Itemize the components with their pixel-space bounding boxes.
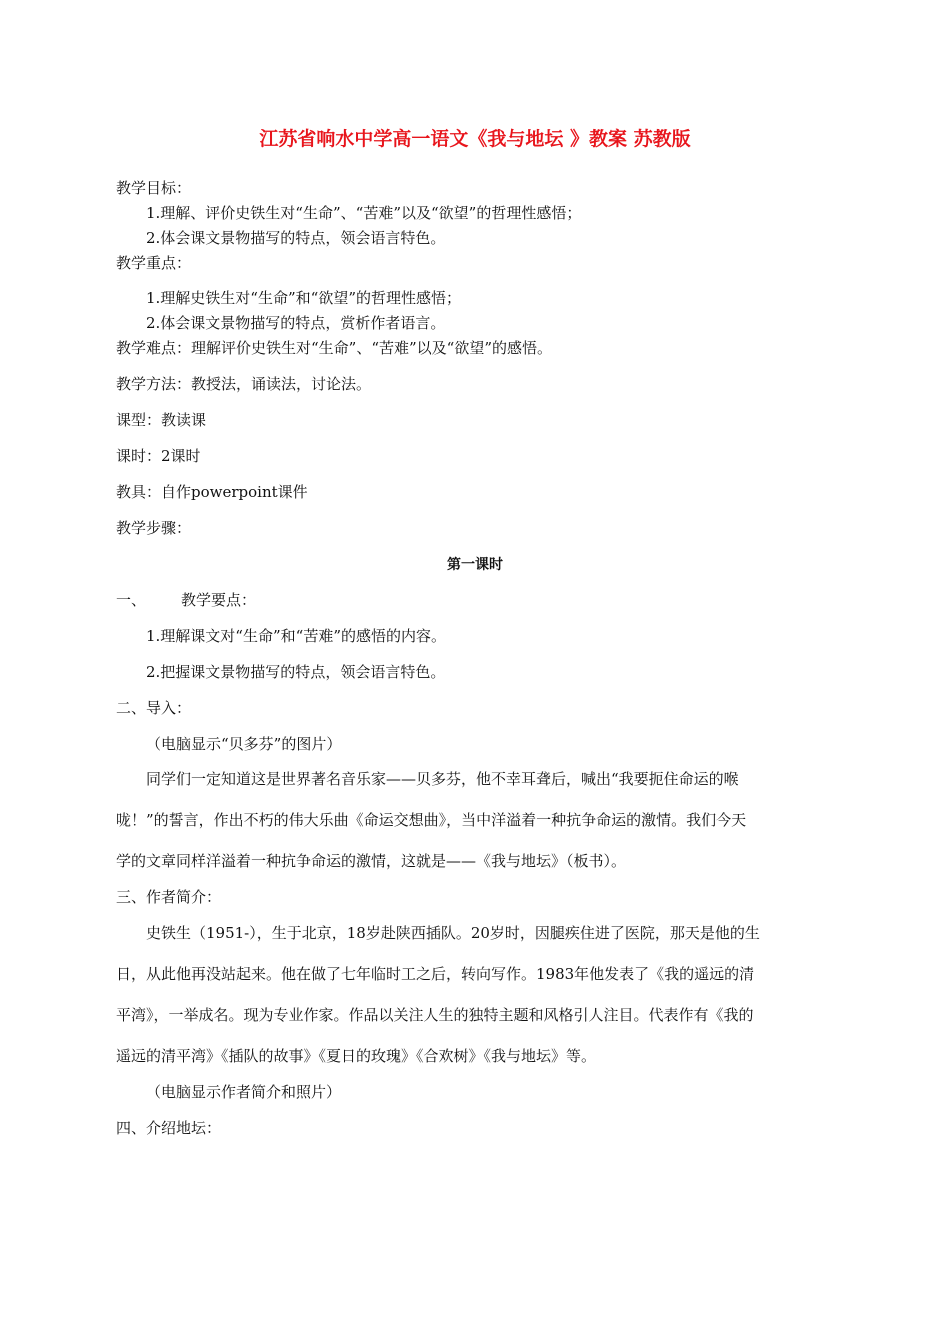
part3-paragraph-line: 日，从此他再没站起来。他在做了七年临时工之后，转向写作。1983年他发表了《我的遥远的清 xyxy=(116,965,755,983)
part1-item: 2.把握课文景物描写的特点，领会语言特色。 xyxy=(146,663,446,681)
objective-item: 1.理解、评价史铁生对“生命”、“苦难”以及“欲望”的哲理性感悟； xyxy=(146,204,582,222)
hours-line: 课时：2课时 xyxy=(116,447,201,465)
methods-line: 教学方法：教授法，诵读法，讨论法。 xyxy=(116,375,372,393)
difficulty-line: 教学难点：理解评价史铁生对“生命”、“苦难”以及“欲望”的感悟。 xyxy=(116,339,553,357)
part4-heading: 四、介绍地坛： xyxy=(116,1119,222,1137)
objectives-label: 教学目标： xyxy=(116,179,192,197)
part2-paragraph-line: 同学们一定知道这是世界著名音乐家——贝多芬，他不幸耳聋后，喊出“我要扼住命运的喉 xyxy=(146,770,739,788)
part2-paragraph-line: 学的文章同样洋溢着一种抗争命运的激情，这就是——《我与地坛》（板书）。 xyxy=(116,852,627,870)
part2-note: （电脑显示“贝多芬”的图片） xyxy=(146,735,342,753)
lesson-type-line: 课型：教读课 xyxy=(116,411,207,429)
part1-item: 1.理解课文对“生命”和“苦难”的感悟的内容。 xyxy=(146,627,446,645)
objective-item: 2.体会课文景物描写的特点，领会语言特色。 xyxy=(146,229,446,247)
part2-heading: 二、导入： xyxy=(116,699,192,717)
tools-line: 教具：自作powerpoint课件 xyxy=(116,483,308,501)
document-title: 江苏省响水中学高一语文《我与地坛 》教案 苏教版 xyxy=(259,128,691,150)
key-point-item: 1.理解史铁生对“生命”和“欲望”的哲理性感悟； xyxy=(146,289,461,307)
section-title: 第一课时 xyxy=(447,557,503,573)
part3-paragraph-line: 平湾》，一举成名。现为专业作家。作品以关注人生的独特主题和风格引人注目。代表作有《我的 xyxy=(116,1006,754,1024)
part3-heading: 三、作者简介： xyxy=(116,888,222,906)
part2-paragraph-line: 咙！”的誓言，作出不朽的伟大乐曲《命运交想曲》，当中洋溢着一种抗争命运的激情。我们今天 xyxy=(116,811,747,829)
part3-paragraph-line: 遥远的清平湾》《插队的故事》《夏日的玫瑰》《合欢树》《我与地坛》等。 xyxy=(116,1047,597,1065)
key-point-item: 2.体会课文景物描写的特点，赏析作者语言。 xyxy=(146,314,446,332)
steps-label: 教学步骤： xyxy=(116,519,192,537)
part3-paragraph-line: 史铁生（1951-），生于北京，18岁赴陕西插队。20岁时，因腿疾住进了医院，那天是他的生 xyxy=(146,924,760,942)
part1-number: 一、 xyxy=(116,591,147,609)
key-points-label: 教学重点： xyxy=(116,254,192,272)
part1-label: 教学要点： xyxy=(181,591,257,609)
part3-note: （电脑显示作者简介和照片） xyxy=(146,1083,342,1101)
